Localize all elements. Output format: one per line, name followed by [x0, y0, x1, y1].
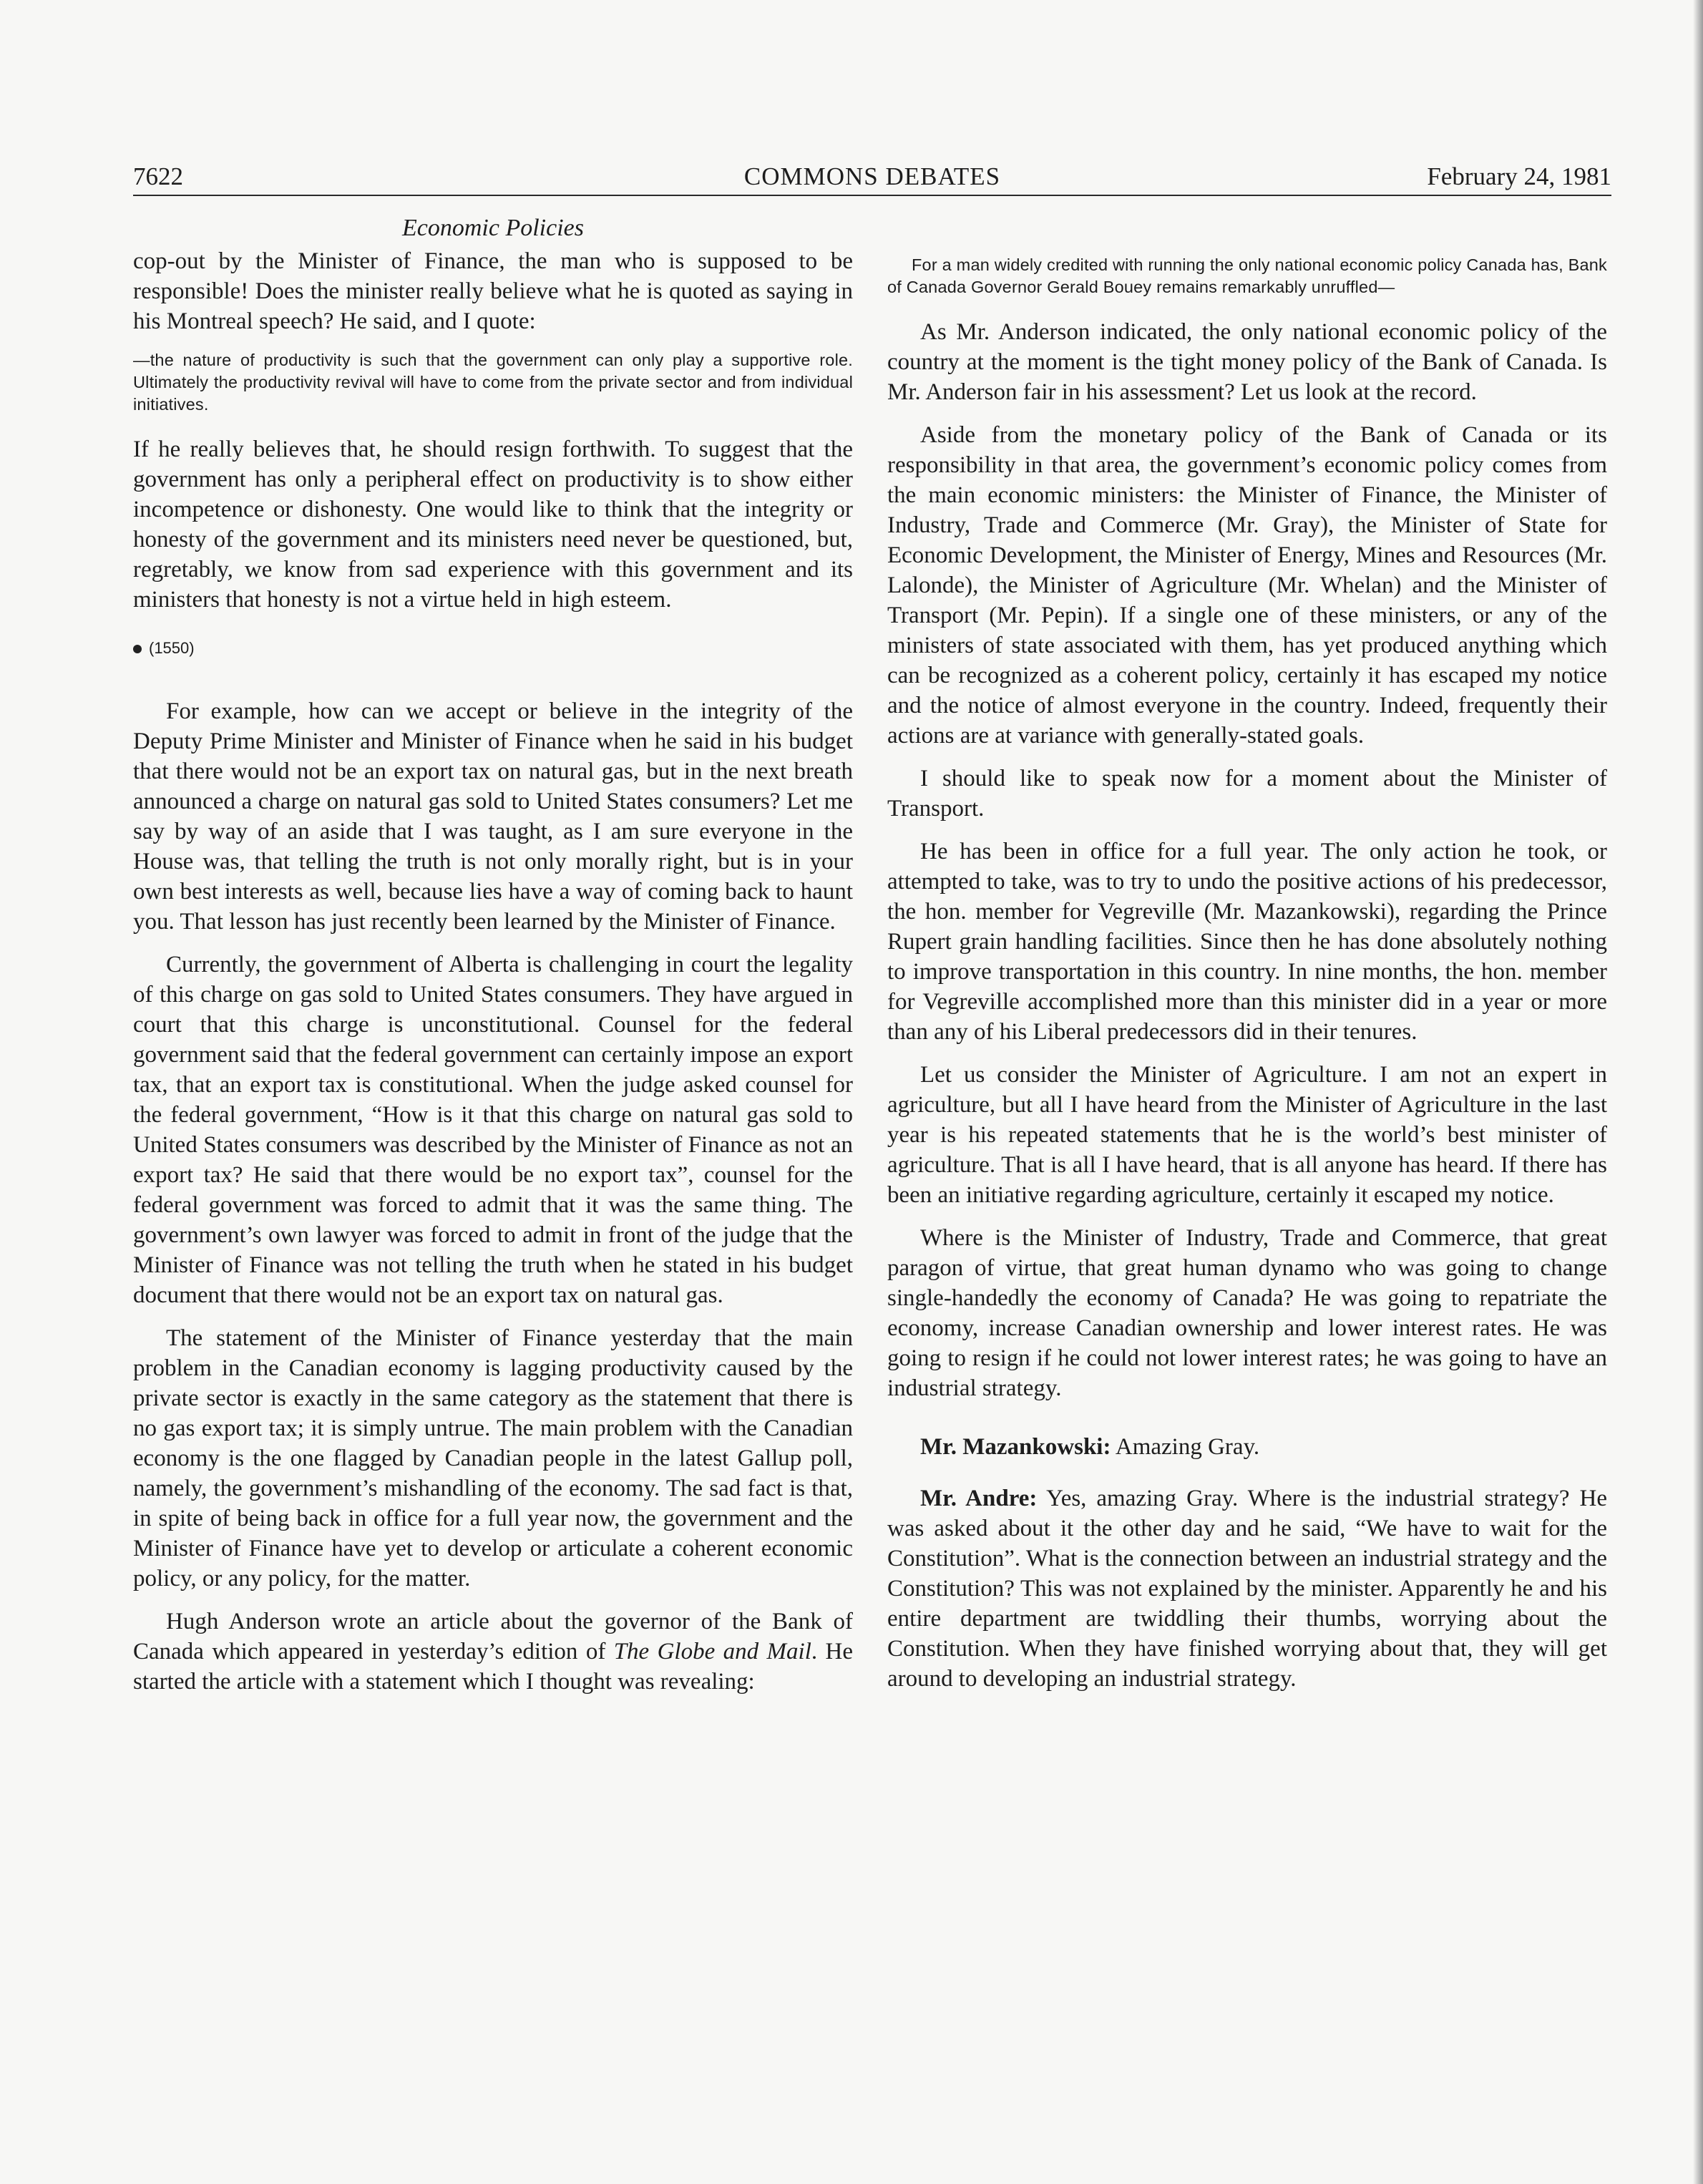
sitting-date: February 24, 1981: [1427, 162, 1611, 190]
paragraph: [133, 1607, 853, 1697]
right-column: [887, 254, 1607, 1707]
block-quote: For a man widely credited with running the only national economic policy Canada has, Bank of Canada Governor Gerald Bouey remains remarkably unruffled—: [887, 255, 1607, 296]
speaker-name: Mr. Mazankowski:: [920, 1434, 1111, 1460]
paragraph-text: Hugh Anderson wrote an article about the governor of the Bank of Canada which appeared in yesterday’s edition of: [133, 1609, 853, 1664]
speaker-name: Mr. Andre:: [920, 1486, 1038, 1511]
publication-title: COMMONS DEBATES: [743, 162, 1001, 190]
speech-text: Yes, amazing Gray. Where is the industrial strategy? He was asked about it the other day and he said, “We have to wait for the Constitution”. What is the connection between an industrial strategy and the Constitution? This was not explained by the minister. Apparently he and his entire department are twiddling their thumbs, worrying about the Constitution. When they have finished worrying about that, they will get around to developing an industrial strategy.: [887, 1486, 1608, 1692]
paragraph: Let us consider the Minister of Agriculture. I am not an expert in agriculture, but all I have heard from the Minister of Agriculture in the last year is his repeated statements that he is the world’s best minister of agriculture. That is all I have heard, that is all anyone has heard. If there has been an initiative regarding agriculture, certainly it escaped my notice.: [887, 1062, 1607, 1208]
bullet-icon: [133, 645, 142, 653]
paragraph: Where is the Minister of Industry, Trade and Commerce, that great paragon of virtue, that great human dynamo who was going to change single-handedly the economy of Canada? He was going to repatriate the economy, increase Canadian ownership and lower interest rates. He was going to resign if he could not lower interest rates; he was going to have an industrial strategy.: [887, 1225, 1607, 1401]
paragraph: For example, how can we accept or believe in the integrity of the Deputy Prime Minister and Minister of Finance when he said in his budget that there would not be an export tax on natural gas, but in the next breath announced a charge on natural gas sold to United States consumers? Let me say by way of an aside that I was taught, as I am sure everyone in the House was, that telling the truth is not only morally right, but is in your own best interests as well, because lies have a way of coming back to haunt you. That lesson has just recently been learned by the Minister of Finance.: [133, 698, 853, 935]
paragraph: He has been in office for a full year. The only action he took, or attempted to take, was to try to undo the positive actions of his predecessor, the hon. member for Vegreville (Mr. Mazankowski), regarding the Prince Rupert grain handling facilities. Since then he has done absolutely nothing to improve transportation in this country. In nine months, the hon. member for Vegreville accomplished more than this minister did in a year or more than any of his Liberal predecessors did in their tenures.: [887, 839, 1607, 1045]
left-column: [133, 209, 853, 1710]
page-header: [133, 160, 1611, 193]
time-marker-label: (1550): [149, 639, 195, 657]
newspaper-title: The Globe and Mail: [613, 1639, 811, 1664]
speech: [887, 1483, 1607, 1694]
paragraph: If he really believes that, he should resign forthwith. To suggest that the government has only a peripheral effect on productivity is to show either incompetence or dishonesty. One would like to think that the integrity or honesty of the government and its ministers need never be questioned, but, regretably, we know from sad experience with this government and its ministers that honesty is not a virtue held in high esteem.: [133, 437, 853, 613]
header-rule: [133, 195, 1611, 196]
paragraph: Aside from the monetary policy of the Bank of Canada or its responsibility in that area, the government’s economic policy comes from the main economic ministers: the Minister of Finance, the Minister of Industry, Trade and Commerce (Mr. Gray), the Minister of State for Economic Development, the Minister of Energy, Mines and Resources (Mr. Lalonde), the Minister of Agriculture (Mr. Whelan) and the Minister of Transport (Mr. Pepin). If a single one of these ministers, or any of the ministers of state associated with them, has yet produced anything which can be recognized as a coherent policy, certainly it has escaped my notice and the notice of almost everyone in the country. Indeed, frequently their actions are at variance with generally-stated goals.: [887, 422, 1607, 749]
paragraph: Currently, the government of Alberta is challenging in court the legality of this charge on gas sold to United States consumers. They have argued in court that this charge is unconstitutional. Counsel for the federal government said that the federal government can certainly impose an export tax, that an export tax is constitutional. When the judge asked counsel for the federal government, “How is it that this charge on natural gas sold to United States consumers was described by the Minister of Finance as not an export tax? He said that there would be no export tax”, counsel for the federal government was forced to admit that it was the same thing. The government’s own lawyer was forced to admit in front of the judge that the Minister of Finance was not telling the truth when he stated in his budget document that there would not be an export tax on natural gas.: [133, 952, 853, 1308]
paragraph: As Mr. Anderson indicated, the only national economic policy of the country at the moment is the tight money policy of the Bank of Canada. Is Mr. Anderson fair in his assessment? Let us look at the record.: [887, 319, 1607, 405]
paragraph-text: . He started the article with a statement which I thought was revealing:: [133, 1639, 853, 1695]
paragraph: The statement of the Minister of Finance yesterday that the main problem in the Canadian economy is lagging productivity caused by the private sector is exactly in the same category as the statement that there is no gas export tax; it is simply untrue. The main problem with the Canadian economy is the one flagged by Canadian people in the latest Gallup poll, namely, the government’s mishandling of the economy. The sad fact is that, in spite of being back in office for a full year now, the government and the Minister of Finance have yet to develop or articulate a coherent economic policy, or any policy, for the matter.: [133, 1325, 853, 1591]
page-number: 7622: [133, 162, 183, 190]
page-edge-shadow: [1693, 0, 1703, 2184]
speech: [887, 1432, 1607, 1462]
time-marker: [133, 638, 853, 659]
paragraph: cop-out by the Minister of Finance, the man who is supposed to be responsible! Does the minister really believe what he is quoted as saying in his Montreal speech? He said, and I quote:: [133, 248, 853, 334]
block-quote: —the nature of productivity is such that the government can only play a supportive role. Ultimately the productivity revival will have to come from the private sector and from individual initiatives.: [133, 351, 853, 414]
running-head: Economic Policies: [402, 215, 584, 241]
paragraph: I should like to speak now for a moment about the Minister of Transport.: [887, 766, 1607, 822]
speech-text: Amazing Gray.: [1111, 1434, 1260, 1460]
